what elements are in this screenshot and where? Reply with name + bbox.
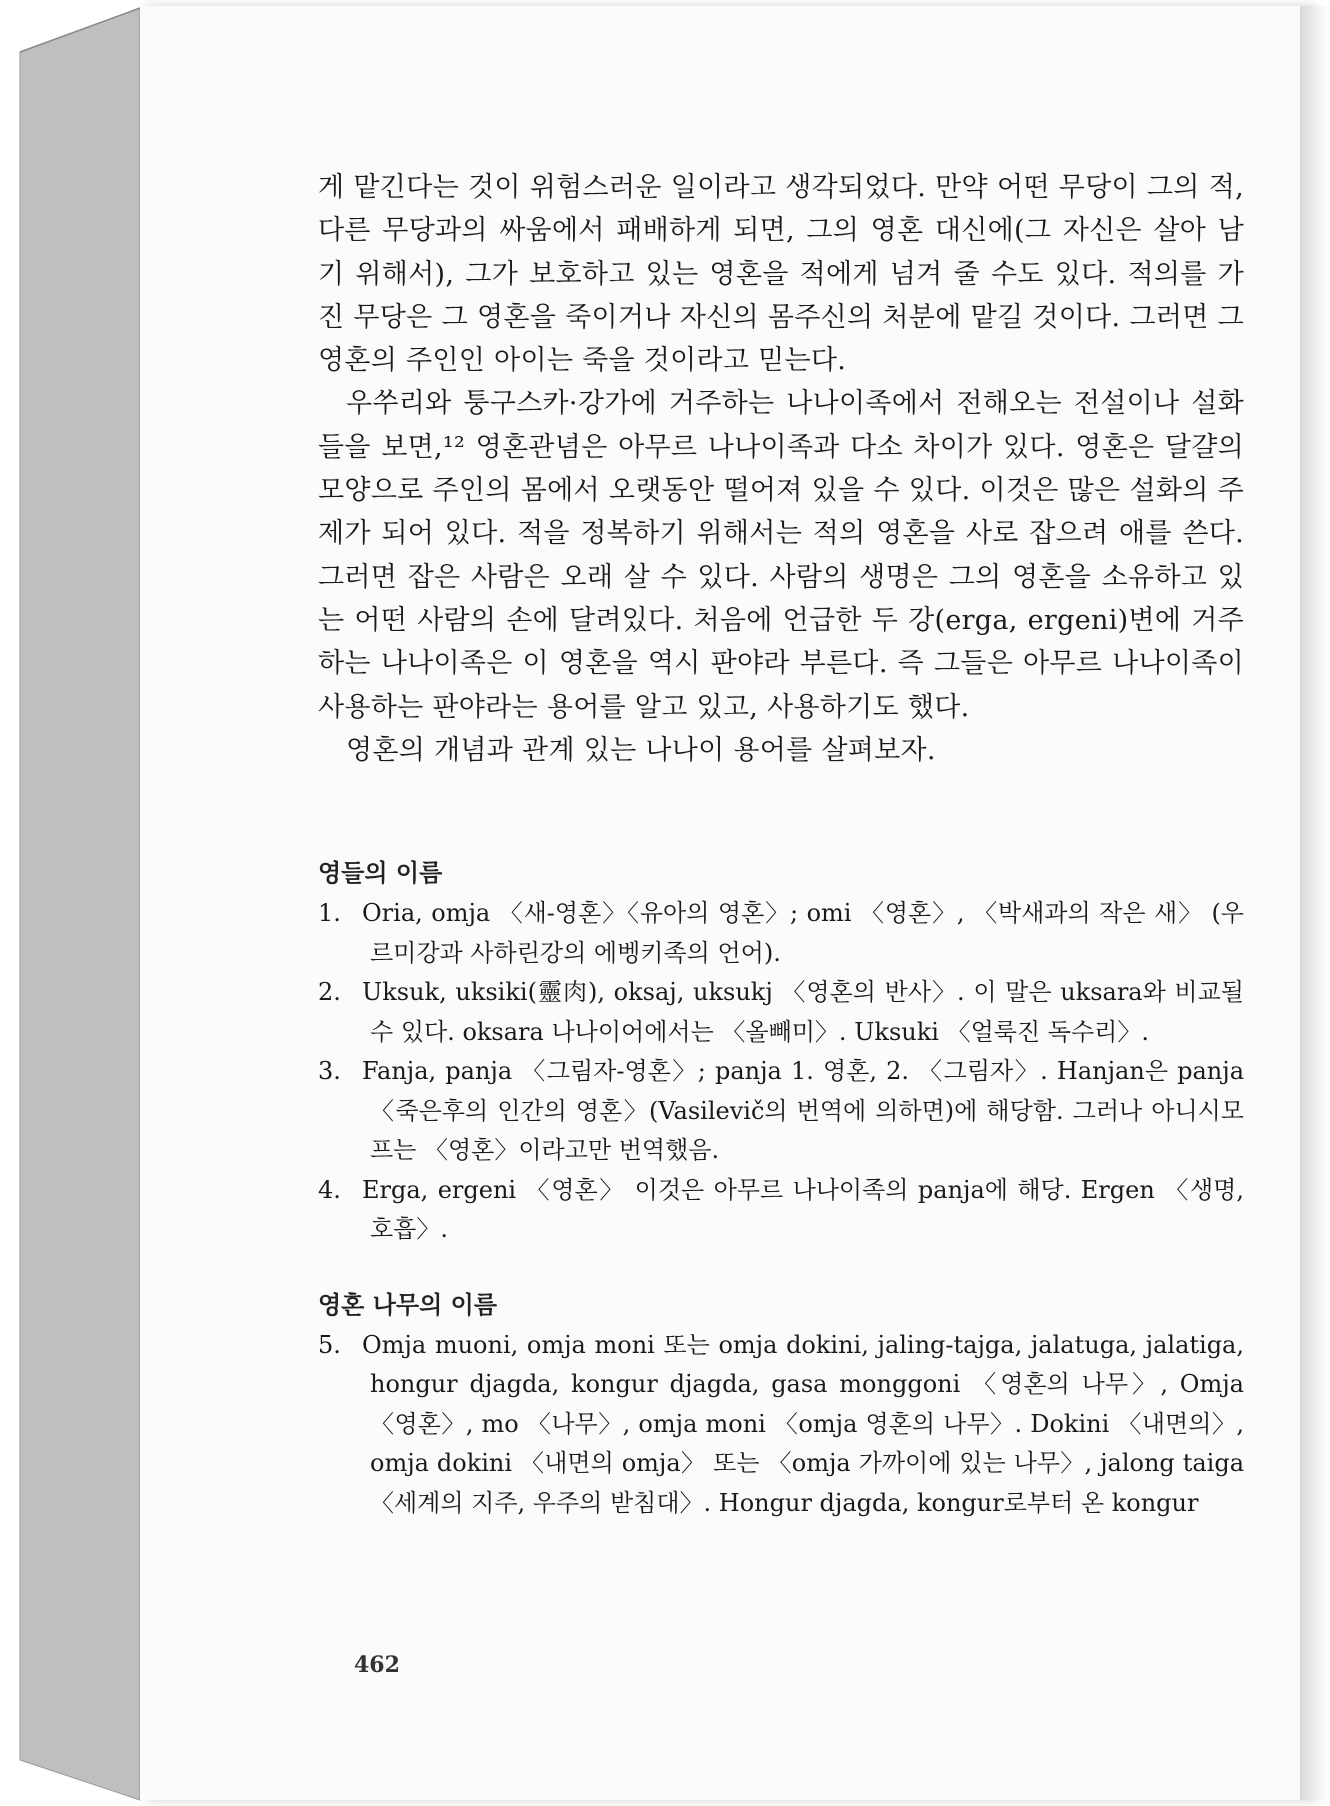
soul-tree-names-list [318, 1326, 1244, 1524]
list-item [318, 1326, 1244, 1524]
page-number: 462 [354, 1652, 400, 1678]
item-number: 2. [318, 978, 341, 1007]
page-edge-shadow [1300, 6, 1330, 1800]
item-number: 4. [318, 1175, 341, 1204]
item-text: Erga, ergeni 〈영혼〉 이것은 아무르 나나이족의 panja에 해당. Ergen 〈생명, 호흡〉. [362, 1175, 1244, 1244]
item-number: 3. [318, 1057, 341, 1086]
list-item [318, 973, 1244, 1052]
list-item [318, 894, 1244, 973]
section-heading-spirit-names: 영들의 이름 [318, 859, 443, 888]
item-text: Oria, omja 〈새-영혼〉〈유아의 영혼〉; omi 〈영혼〉, 〈박새과의 작은 새〉 (우르미강과 사하린강의 에벵키족의 언어). [362, 899, 1244, 967]
item-text: Fanja, panja 〈그림자-영혼〉; panja 1. 영혼, 2. 〈그림자〉. Hanjan은 panja 〈죽은후의 인간의 영혼〉(Vasilevič의 번역에 의하면)에 해당함. 그러나 아니시모프는 〈영혼〉이라고만 번역했음. [362, 1057, 1244, 1165]
list-item [318, 1052, 1244, 1171]
paragraph-soul-concept: 우쑤리와 퉁구스카·강가에 거주하는 나나이족에서 전해오는 전설이나 설화들을 보면,¹² 영혼관념은 아무르 나나이족과 다소 차이가 있다. 영혼은 달걀의 모양으로 주인의 몸에서 오랫동안 떨어져 있을 수 있다. 이것은 많은 설화의 주제가 되어 있다. 적을 정복하기 위해서는 적의 영혼을 사로 잡으려 애를 쓴다. 그러면 잡은 사람은 오래 살 수 있다. 사람의 생명은 그의 영혼을 소유하고 있는 어떤 사람의 손에 달려있다. 처음에 언급한 두 강(erga, ergeni)변에 거주하는 나나이족은 이 영혼을 역시 판야라 부른다. 즉 그들은 아무르 나나이족이 사용하는 판야라는 용어를 알고 있고, 사용하기도 했다. [318, 388, 1244, 723]
book-side-face [20, 8, 140, 1800]
section-heading-soul-tree-names: 영혼 나무의 이름 [318, 1290, 497, 1319]
paragraph-continuation: 게 맡긴다는 것이 위험스러운 일이라고 생각되었다. 만약 어떤 무당이 그의 적, 다른 무당과의 싸움에서 패배하게 되면, 그의 영혼 대신에(그 자신은 살아 남기 위해서), 그가 보호하고 있는 영혼을 적에게 넘겨 줄 수도 있다. 적의를 가진 무당은 그 영혼을 죽이거나 자신의 몸주신의 처분에 맡길 것이다. 그러면 그 영혼의 주인인 아이는 죽을 것이라고 믿는다. [318, 172, 1244, 377]
item-number: 1. [318, 899, 341, 928]
paragraph-intro-terms: 영혼의 개념과 관계 있는 나나이 용어를 살펴보자. [346, 734, 936, 766]
section-spacer [318, 1250, 1244, 1290]
page-content [318, 166, 1244, 1523]
list-item [318, 1171, 1244, 1250]
section-spacer [318, 772, 1244, 858]
item-text: Uksuk, uksiki(靈肉), oksaj, uksukj 〈영혼의 반사〉. 이 말은 uksara와 비교될 수 있다. oksara 나나이어에서는 〈올빼미〉. Uksuki 〈얼룩진 독수리〉. [362, 978, 1244, 1046]
item-number: 5. [318, 1330, 341, 1359]
item-text: Omja muoni, omja moni 또는 omja dokini, jaling-tajga, jalatuga, jalatiga, hongur djagda, kongur djagda, gasa monggoni 〈영혼의 나무〉, Omja 〈영혼〉, mo 〈나무〉, omja moni 〈omja 영혼의 나무〉. Dokini 〈내면의〉, omja dokini 〈내면의 omja〉 또는 〈omja 가까이에 있는 나무〉, jalong taiga 〈세계의 지주, 우주의 받침대〉. Hongur djagda, kongur로부터 온 kongur [362, 1330, 1244, 1517]
spirit-names-list [318, 894, 1244, 1250]
